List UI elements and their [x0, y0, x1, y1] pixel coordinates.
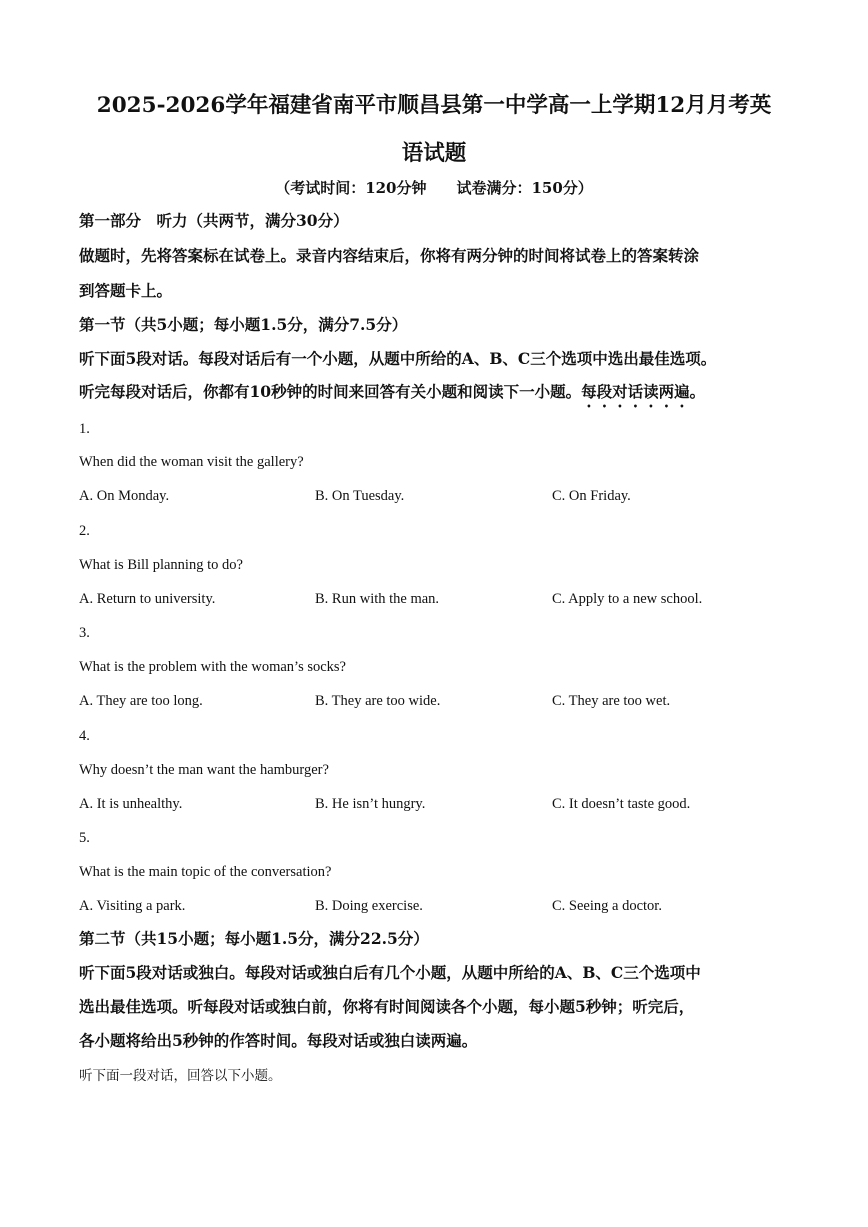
exam-meta: （考试时间：120分钟 试卷满分：150分）: [275, 179, 593, 197]
exam-title-line2: 语试题: [401, 141, 467, 166]
question-text: Why doesn’t the man want the hamburger?: [79, 762, 329, 778]
option-a: A. Visiting a park.: [79, 898, 186, 914]
section2-instruction-line3: 各小题将给出5秒钟的作答时间。每段对话或独白读两遍。: [79, 1031, 478, 1050]
option-b: B. Doing exercise.: [315, 898, 423, 914]
part1-instruction-line1: 做题时，先将答案标在试卷上。录音内容结束后，你将有两分钟的时间将试卷上的答案转涂: [79, 246, 700, 265]
question-number: 2.: [79, 523, 90, 539]
option-b: B. On Tuesday.: [315, 488, 405, 504]
question-text: What is the main topic of the conversation?: [79, 864, 332, 880]
option-c: C. They are too wet.: [552, 693, 671, 709]
option-b: B. They are too wide.: [315, 693, 441, 709]
option-c: C. Seeing a doctor.: [552, 898, 662, 914]
option-b: B. Run with the man.: [315, 591, 440, 607]
section1-instruction-line2: [79, 382, 796, 411]
part1-heading: 第一部分 听力（共两节，满分30分）: [79, 211, 349, 230]
option-a: A. They are too long.: [79, 693, 203, 709]
question-text: When did the woman visit the gallery?: [79, 454, 304, 470]
section1-instruction-main: 听完每段对话后，你都有10秒钟的时间来回答有关小题和阅读下一小题。: [79, 382, 582, 401]
question-number: 4.: [79, 728, 90, 744]
section1-instruction-line1: 听下面5段对话。每段对话后有一个小题，从题中所给的A、B、C三个选项中选出最佳选项。: [79, 349, 717, 368]
section1-heading: 第一节（共5小题；每小题1.5分，满分7.5分）: [79, 315, 408, 334]
section2-heading: 第二节（共15小题；每小题1.5分，满分22.5分）: [79, 929, 429, 948]
part1-instruction-line2: 到答题卡上。: [79, 281, 173, 300]
section2-instruction-line2: 选出最佳选项。听每段对话或独白前，你将有时间阅读各个小题，每小题5秒钟；听完后，: [79, 997, 695, 1016]
option-a: A. Return to university.: [79, 591, 216, 607]
question-number: 3.: [79, 625, 90, 641]
section2-prompt: 听下面一段对话，回答以下小题。: [79, 1068, 282, 1084]
section2-instruction-line1: 听下面5段对话或独白。每段对话或独白后有几个小题，从题中所给的A、B、C三个选项中: [79, 963, 701, 982]
question-number: 5.: [79, 830, 90, 846]
question-text: What is Bill planning to do?: [79, 557, 243, 573]
question-number: 1.: [79, 421, 90, 437]
option-c: C. Apply to a new school.: [552, 591, 703, 607]
option-c: C. On Friday.: [552, 488, 631, 504]
option-a: A. On Monday.: [79, 488, 170, 504]
question-text: What is the problem with the woman’s socks?: [79, 659, 346, 675]
section1-instruction-end: 。: [689, 382, 706, 401]
option-b: B. He isn’t hungry.: [315, 796, 426, 812]
option-c: C. It doesn’t taste good.: [552, 796, 691, 812]
section1-instruction-emphasis: 每段对话读两遍: [581, 382, 690, 401]
option-a: A. It is unhealthy.: [79, 796, 183, 812]
exam-title-line1: 2025-2026学年福建省南平市顺昌县第一中学高一上学期12月月考英: [96, 93, 772, 118]
